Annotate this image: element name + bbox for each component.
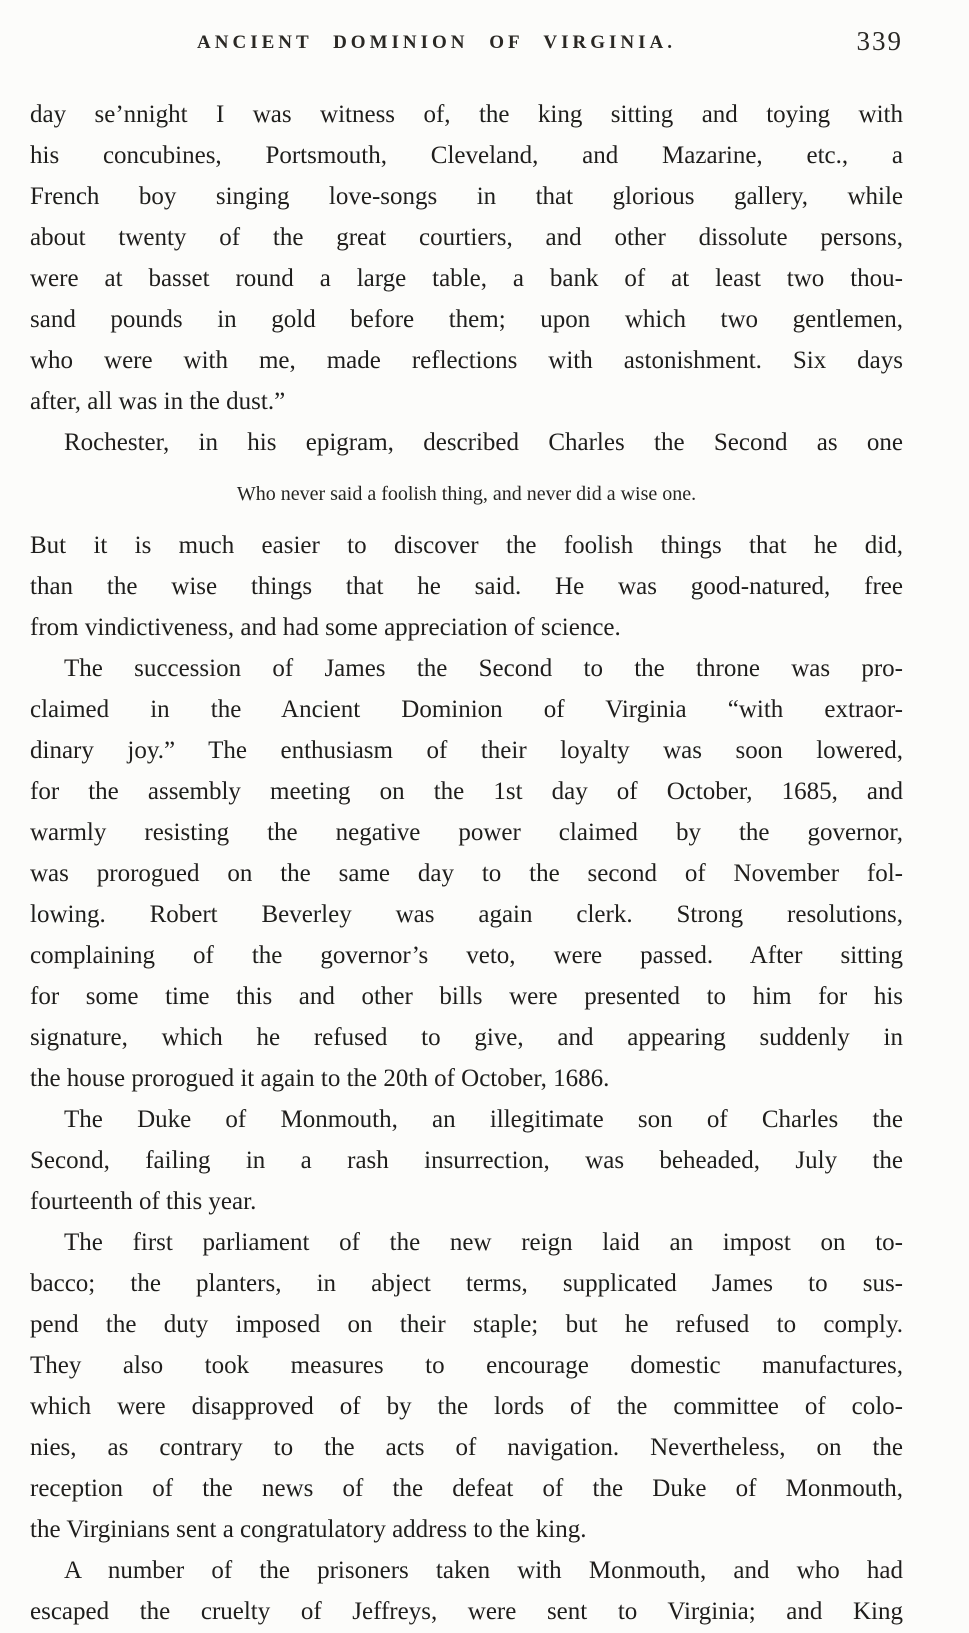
paragraph <box>30 648 903 1099</box>
text-line: signature, which he refused to give, and appearing suddenly in <box>30 1024 903 1051</box>
text-line: claimed in the Ancient Dominion of Virginia “with extraor- <box>30 696 903 723</box>
text-line: reception of the news of the defeat of the Duke of Monmouth, <box>30 1475 903 1502</box>
text-line: about twenty of the great courtiers, and other dissolute persons, <box>30 224 903 251</box>
epigram-quote <box>30 479 903 509</box>
text-line: the Virginians sent a congratulatory address to the king. <box>30 1516 587 1543</box>
paragraph <box>30 1222 903 1550</box>
text-line: pend the duty imposed on their staple; but he refused to comply. <box>30 1311 903 1338</box>
text-line: after, all was in the dust.” <box>30 388 286 415</box>
paragraph <box>30 94 903 422</box>
text-line: But it is much easier to discover the foolish things that he did, <box>30 532 903 559</box>
text-line: day se’nnight I was witness of, the king sitting and toying with <box>30 101 903 128</box>
text-line: dinary joy.” The enthusiasm of their loyalty was soon lowered, <box>30 737 903 764</box>
text-line: A number of the prisoners taken with Monmouth, and who had <box>64 1557 903 1584</box>
text-line: warmly resisting the negative power claimed by the governor, <box>30 819 903 846</box>
text-line: French boy singing love-songs in that glorious gallery, while <box>30 183 903 210</box>
text-line: The first parliament of the new reign laid an impost on to- <box>64 1229 903 1256</box>
text-line: Rochester, in his epigram, described Charles the Second as one <box>64 429 903 456</box>
text-line: nies, as contrary to the acts of navigation. Nevertheless, on the <box>30 1434 903 1461</box>
text-line: than the wise things that he said. He was good-natured, free <box>30 573 903 600</box>
text-line: for the assembly meeting on the 1st day of October, 1685, and <box>30 778 903 805</box>
text-line: complaining of the governor’s veto, were passed. After sitting <box>30 942 903 969</box>
text-line: They also took measures to encourage domestic manufactures, <box>30 1352 903 1379</box>
text-line: from vindictiveness, and had some appreciation of science. <box>30 614 621 641</box>
text-line: which were disapproved of by the lords of the committee of colo- <box>30 1393 903 1420</box>
text-line: the house prorogued it again to the 20th of October, 1686. <box>30 1065 610 1092</box>
page-title: ANCIENT DOMINION OF VIRGINIA. <box>197 32 676 53</box>
page-body <box>30 94 903 1632</box>
text-line: bacco; the planters, in abject terms, supplicated James to sus- <box>30 1270 903 1297</box>
paragraph <box>30 525 903 648</box>
text-line: The Duke of Monmouth, an illegitimate son of Charles the <box>64 1106 903 1133</box>
paragraph <box>30 1550 903 1632</box>
text-line: sand pounds in gold before them; upon which two gentlemen, <box>30 306 903 333</box>
text-line: fourteenth of this year. <box>30 1188 257 1215</box>
paragraph <box>30 422 903 463</box>
text-line: was prorogued on the same day to the second of November fol- <box>30 860 903 887</box>
text-line: lowing. Robert Beverley was again clerk. Strong resolutions, <box>30 901 903 928</box>
text-line: who were with me, made reflections with astonishment. Six days <box>30 347 903 374</box>
running-head <box>30 26 903 60</box>
page-number: 339 <box>856 26 903 56</box>
text-line: his concubines, Portsmouth, Cleveland, and Mazarine, etc., a <box>30 142 903 169</box>
text-line: escaped the cruelty of Jeffreys, were sent to Virginia; and King <box>30 1598 903 1625</box>
quote-line: Who never said a foolish thing, and never did a wise one. <box>236 483 697 505</box>
text-line: for some time this and other bills were presented to him for his <box>30 983 903 1010</box>
text-line: were at basset round a large table, a bank of at least two thou- <box>30 265 903 292</box>
paragraph <box>30 1099 903 1222</box>
text-line: Second, failing in a rash insurrection, was beheaded, July the <box>30 1147 903 1174</box>
text-line: The succession of James the Second to the throne was pro- <box>64 655 903 682</box>
